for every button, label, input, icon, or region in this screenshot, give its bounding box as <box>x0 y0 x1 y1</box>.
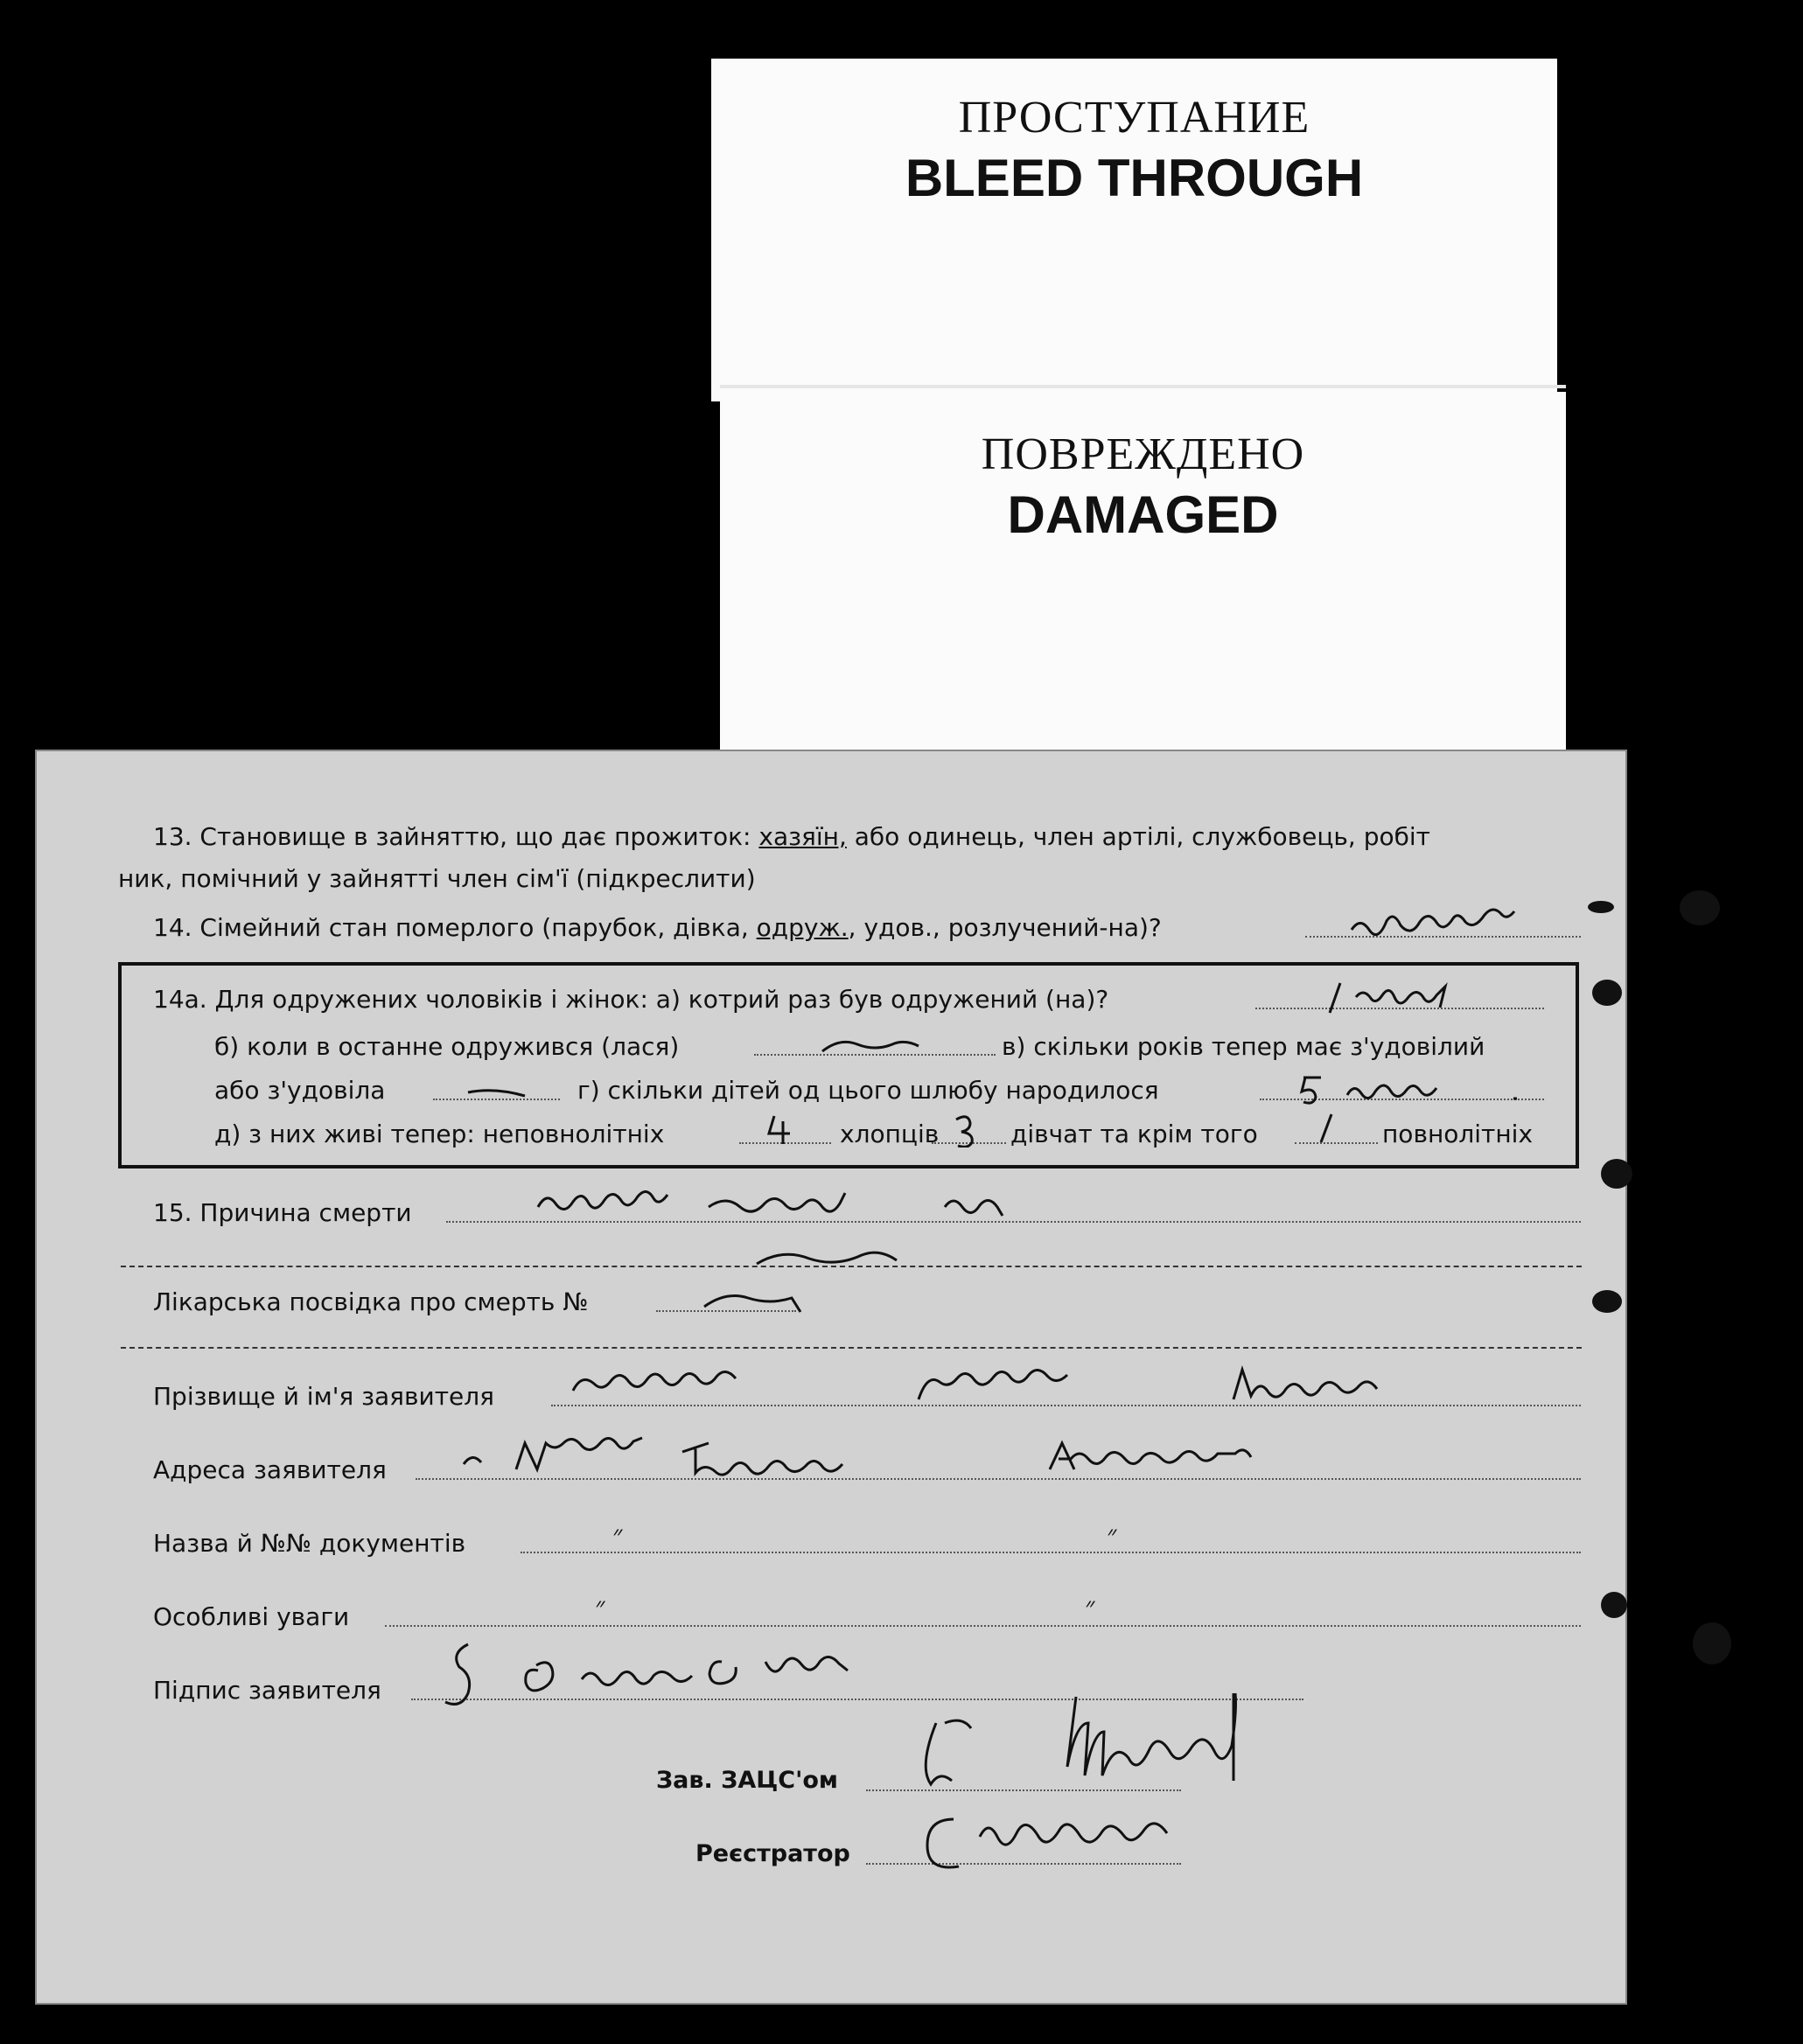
dashed-rule <box>121 1347 1582 1349</box>
dash-mark <box>464 1080 534 1102</box>
damage-hole <box>1588 901 1614 913</box>
applicant-address-handwriting <box>455 1434 1505 1487</box>
q14a-line-9: повнолітніх <box>1382 1120 1534 1148</box>
q14a-line-8: дівчат та крім того <box>1010 1120 1258 1148</box>
card-edge <box>720 385 1566 388</box>
q14-underlined-answer: одруж. <box>756 913 849 942</box>
cause-of-death-handwriting <box>534 1181 1041 1233</box>
damage-hole <box>1592 980 1622 1006</box>
damage-hole <box>1601 1592 1627 1618</box>
adults-count-handwriting <box>1312 1111 1347 1146</box>
q14a-line-7: хлопців <box>840 1120 940 1148</box>
q14a-handwriting <box>1321 978 1478 1022</box>
documents-label: Назва й №№ документів <box>153 1529 466 1558</box>
q14-line: 14. Сімейний стан померлого (парубок, дівка, одруж., удов., розлучений-на)? <box>153 913 1162 942</box>
bleed-through-notice <box>711 59 1557 401</box>
damaged-notice <box>720 392 1566 750</box>
medical-certificate-label: Лікарська посвідка про смерть № <box>153 1287 589 1316</box>
applicant-name-handwriting <box>569 1364 1548 1417</box>
q14a-line-5: г) скільки дітей од цього шлюбу народилося <box>577 1076 1159 1105</box>
q14a-line-6: д) з них живі тепер: неповнолітніх <box>214 1120 665 1148</box>
applicant-signature-label: Підпис заявителя <box>153 1676 381 1705</box>
ditto-mark: ״ <box>1107 1520 1117 1551</box>
notice-label-en: DAMAGED <box>1007 485 1279 544</box>
registrar-label: Реєстратор <box>695 1840 850 1867</box>
dotted-line <box>521 1552 1581 1553</box>
ditto-mark: ״ <box>1085 1592 1095 1622</box>
damage-hole <box>1592 1290 1622 1313</box>
q14a-line-2: б) коли в останне одружився (лася) <box>214 1032 680 1061</box>
q13-underlined-answer: хазяїн, <box>758 822 847 851</box>
notice-label-ru: ПРОСТУПАНИЕ <box>958 93 1310 143</box>
damage-hole <box>1693 1622 1731 1664</box>
ditto-mark: ״ <box>612 1520 623 1551</box>
q13-line-1: 13. Становище в зайняттю, що дає прожиток: хазяїн, або одинець, член артілі, службовець, робіт <box>153 822 1430 851</box>
ditto-mark: ״ <box>595 1592 605 1622</box>
damage-hole <box>1601 1159 1632 1189</box>
q14a-line-1: 14а. Для одружених чоловіків і жінок: а) котрий раз був одружений (на)? <box>153 985 1109 1014</box>
q15-label: 15. Причина смерти <box>153 1198 412 1227</box>
q13-line-2: ник, помічний у зайнятті член сім'ї (підкреслити) <box>118 864 756 893</box>
q14-handwriting <box>1347 899 1566 943</box>
damage-hole <box>1680 890 1720 925</box>
minors-count-handwriting <box>765 1113 800 1148</box>
applicant-signature <box>433 1627 905 1723</box>
notice-label-ru: ПОВРЕЖДЕНО <box>981 429 1305 479</box>
children-count-handwriting <box>1295 1069 1548 1108</box>
notice-label-en: BLEED THROUGH <box>905 149 1364 207</box>
dash-mark <box>700 1286 814 1316</box>
applicant-name-label: Прізвище й ім'я заявителя <box>153 1382 495 1411</box>
boys-count-handwriting <box>949 1113 984 1148</box>
official-signatures <box>901 1688 1356 1889</box>
applicant-address-label: Адреса заявителя <box>153 1455 387 1484</box>
remarks-label: Особливі уваги <box>153 1602 350 1631</box>
zags-head-label: Зав. ЗАЦС'ом <box>656 1767 838 1794</box>
dash-mark <box>752 1246 910 1273</box>
q14a-line-3: в) скільки років тепер має з'удовілий <box>1002 1032 1485 1061</box>
q14a-line-4: або з'удовіла <box>214 1076 386 1105</box>
dash-mark <box>818 1032 932 1058</box>
